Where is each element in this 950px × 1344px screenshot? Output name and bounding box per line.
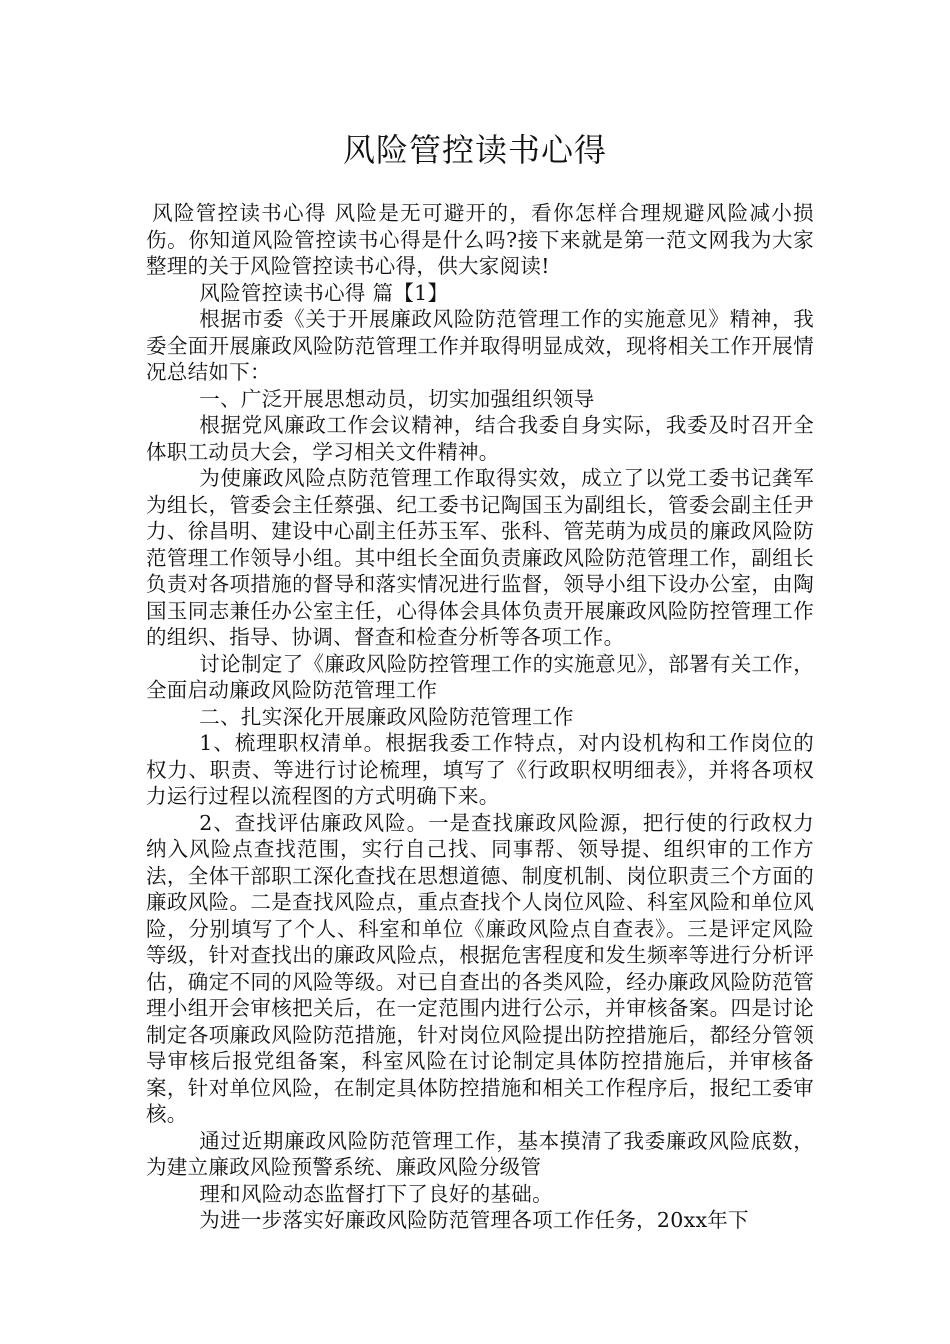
body-paragraph: 根据党风廉政工作会议精神，结合我委自身实际，我委及时召开全体职工动员大会，学习相关文件精神。 xyxy=(146,413,814,464)
section-heading-2: 二、扎实深化开展廉政风险防范管理工作 xyxy=(199,704,574,729)
document-body xyxy=(146,200,814,1234)
body-paragraph: 通过近期廉政风险防范管理工作，基本摸清了我委廉政风险底数，为建立廉政风险预警系统、廉政风险分级管 xyxy=(146,1128,814,1179)
intro-paragraph: 风险管控读书心得 风险是无可避开的，看你怎样合理规避风险减小损伤。你知道风险管控读书心得是什么吗?接下来就是第一范文网我为大家整理的关于风险管控读书心得，供大家阅读! xyxy=(146,201,814,278)
body-paragraph: 1、梳理职权清单。根据我委工作特点，对内设机构和工作岗位的权力、职责、等进行讨论梳理，填写了《行政职权明细表》，并将各项权力运行过程以流程图的方式明确下来。 xyxy=(146,731,814,808)
body-paragraph: 理和风险动态监督打下了良好的基础。 xyxy=(199,1181,553,1206)
body-paragraph: 2、查找评估廉政风险。一是查找廉政风险源，把行使的行政权力纳入风险点查找范围，实行自己找、同事帮、领导提、组织审的工作方法，全体干部职工深化查找在思想道德、制度机制、岗位职责三个方面的廉政风险。二是查找风险点，重点查找个人岗位风险、科室风险和单位风险，分别填写了个人、科室和单位《廉政风险点自查表》。三是评定风险等级，针对查找出的廉政风险点，根据危害程度和发生频率等进行分析评估，确定不同的风险等级。对已自查出的各类风险，经办廉政风险防范管理小组开会审核把关后，在一定范围内进行公示，并审核备案。四是讨论制定各项廉政风险防范措施，针对岗位风险提出防控措施后，都经分管领导审核后报党组备案，科室风险在讨论制定具体防控措施后，并审核备案，针对单位风险，在制定具体防控措施和相关工作程序后，报纪工委审核。 xyxy=(146,810,814,1126)
body-paragraph: 为使廉政风险点防范管理工作取得实效，成立了以党工委书记龚军为组长，管委会主任蔡强、纪工委书记陶国玉为副组长，管委会副主任尹力、徐昌明、建设中心副主任苏玉军、张科、管芜萌为成员的廉政风险防范管理工作领导小组。其中组长全面负责廉政风险防范管理工作，副组长负责对各项措施的督导和落实情况进行监督，领导小组下设办公室，由陶国玉同志兼任办公室主任，心得体会具体负责开展廉政风险防控管理工作的组织、指导、协调、督查和检查分析等各项工作。 xyxy=(146,466,814,649)
body-paragraph: 为进一步落实好廉政风险防范管理各项工作任务，20xx年下 xyxy=(199,1208,749,1232)
section-heading-1: 一、广泛开展思想动员，切实加强组织领导 xyxy=(199,386,595,411)
body-paragraph: 讨论制定了《廉政风险防控管理工作的实施意见》，部署有关工作，全面启动廉政风险防范管理工作 xyxy=(146,651,814,702)
body-paragraph: 根据市委《关于开展廉政风险防范管理工作的实施意见》精神，我委全面开展廉政风险防范管理工作并取得明显成效，现将相关工作开展情况总结如下： xyxy=(146,307,814,384)
section-heading-part-1: 风险管控读书心得 篇【1】 xyxy=(199,280,449,305)
document-title: 风险管控读书心得 xyxy=(342,131,607,169)
